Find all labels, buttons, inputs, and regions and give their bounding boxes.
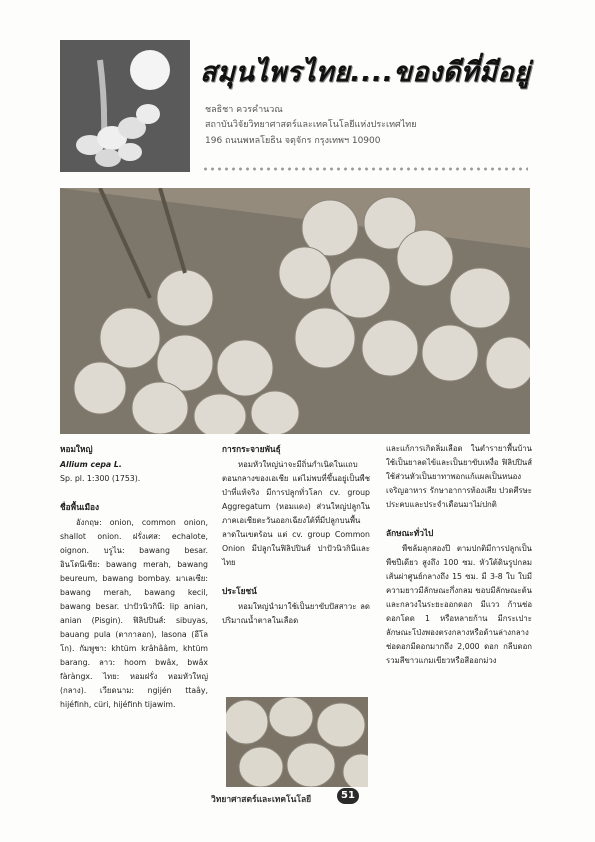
author-name: ชลธิชา ควรคำนวณ [205, 105, 283, 115]
uses-heading: ประโยชน์ [222, 586, 257, 596]
scientific-name: Allium cepa L. [60, 460, 122, 469]
local-names-heading: ชื่อพื้นเมือง [60, 502, 100, 512]
dotted-divider [202, 167, 528, 171]
species-heading: หอมใหญ่ [60, 444, 93, 454]
local-names-text: อังกฤษ: onion, common onion, shallot onion. ฝรั่งเศส: echalote, oignon. บรูไน: bawang besar. อินโดนีเซีย: bawang merah, bawang beureum, bawang bombay. มาเลเซีย: bawang merah, bawang kecil, bawang besar. ปาปัวนิวกินี: lip anian, anian (Pisgin). ฟิลิปปินส์: sibuyas, bauang pula (ตากาลอก), lasona (อีโลโก). กัมพูชา: khtüm krâhââm, khtüm barang. ลาว: hoom bwâx, bwâx fàràngx. ไทย: หอมฝรั่ง หอมหัวใหญ่ (กลาง). เวียดนาม: ngijén ttaây, hijéfinh, cüri, hijéfinh tijawim. [60, 518, 208, 709]
citation: Sp. pl. 1:300 (1753). [60, 474, 141, 483]
distribution-heading: การกระจายพันธุ์ [222, 444, 281, 454]
onion-photo [60, 188, 530, 434]
column-1 [60, 442, 208, 712]
author-affiliation: สถาบันวิจัยวิทยาศาสตร์และเทคโนโลยีแห่งประเทศไทย [205, 120, 417, 130]
garlic-photo [60, 40, 190, 172]
general-characteristics-text: พืชล้มลุกสองปี ตามปกติมีการปลูกเป็นพืชปีเดียว สูงถึง 100 ซม. หัวใต้ดินรูปกลมเส้นผ่าศูนย์กลางถึง 15 ซม. มี 3-8 ใบ ใบมีความยาวมีลักษณะกึ่งกลม ขอบมีลักษณะต้นและกลวงในระยะออกดอก มีแวว ก้านช่อดอกโดด 1 หรือหลายก้าน มีกระเปาะลักษณะโป่งพองตรงกลางหรือด้านล่างกลาง ช่อดอกมีดอกมากถึง 2,000 ดอก กลีบดอกรวมสีขาวแกมเขียวหรือสีออกม่วง [386, 544, 532, 665]
onion-inset-photo [226, 697, 368, 787]
article-title: สมุนไพรไทย....ของดีที่มีอยู่ [200, 57, 531, 88]
column-3 [386, 442, 532, 668]
uses-text: หอมใหญ่นำมาใช้เป็นยาขับปัสสาวะ ลดปริมาณน้ำตาลในเลือด [222, 602, 370, 625]
uses-continued-text: และแก้การเกิดลิ่มเลือด ในตำรายาพื้นบ้านใช้เป็นยาลดไข้และเป็นยาขับเหงื่อ ฟิลิปปินส์ใช้ส่วนหัวเป็นยาทาพอกแก้แผลเป็นหนอง เจริญอาหาร รักษาอาการท้องเสีย ปวดศีรษะ ประคบและประจำเดือนมาไม่ปกติ [386, 444, 532, 509]
distribution-text: หอมหัวใหญ่น่าจะมีถิ่นกำเนิดในแถบตอนกลางของเอเชีย แต่ไม่พบที่ขึ้นอยู่เป็นพืชป่าที่แท้จริง มีการปลูกทั่วโลก cv. group Aggregatum (หอมแดง) ส่วนใหญ่ปลูกในภาคเอเชียตะวันออกเฉียงใต้ที่มีปลูกบนพื้นลาดในเขตร้อน แต่ cv. group Common Onion มีปลูกในฟิลิปปินส์ ปาปัวนิวกินีและไทย [222, 460, 370, 567]
general-characteristics-heading: ลักษณะทั่วไป [386, 528, 434, 538]
column-2 [222, 442, 370, 628]
page-number: 51 [337, 788, 359, 804]
author-address: 196 ถนนพหลโยธิน จตุจักร กรุงเทพฯ 10900 [205, 136, 381, 146]
magazine-name: วิทยาศาสตร์และเทคโนโลยี [211, 795, 312, 805]
